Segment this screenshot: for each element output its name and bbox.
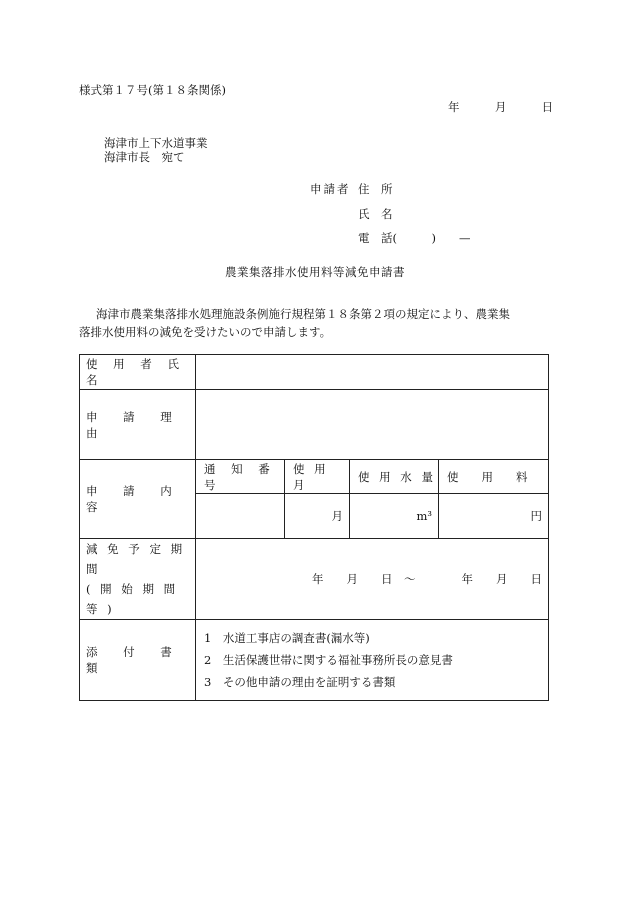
col-notice-number: 通 知 番 号: [196, 460, 285, 494]
period-label: [80, 539, 196, 620]
content-label: 申 請 内 容: [80, 460, 196, 539]
date-day: 日: [541, 100, 554, 114]
form-number: 様式第１７号(第１８条関係): [79, 83, 226, 97]
period-value[interactable]: 年 月 日 ～ 年 月 日: [196, 539, 549, 620]
applicant-label: 申請者: [310, 182, 351, 196]
date-month: 月: [494, 100, 507, 114]
attachment-item-1: 1 水道工事店の調査書(漏水等): [204, 631, 370, 645]
attachments-list: [196, 620, 549, 701]
date-year: 年: [448, 100, 460, 114]
reason-field[interactable]: [196, 390, 549, 460]
applicant-phone-label: 電 話( ) —: [358, 231, 471, 245]
body-text-line1: 海津市農業集落排水処理施設条例施行規程第１８条第２項の規定により、農業集: [96, 307, 510, 321]
attachment-item-2: 2 生活保護世帯に関する福祉事務所長の意見書: [204, 653, 453, 667]
period-label-line1: 減 免 予 定 期 間: [86, 542, 186, 576]
document-title: 農業集落排水使用料等減免申請書: [225, 265, 405, 279]
application-table: [79, 354, 549, 701]
addressee-line2: 海津市長 宛て: [104, 150, 185, 164]
period-label-line2: ( 開 始 期 間 等 ): [86, 582, 179, 616]
notice-number-field[interactable]: [196, 494, 285, 539]
row-content-header: [80, 460, 549, 494]
attachments-label: 添 付 書 類: [80, 620, 196, 701]
usage-month-unit: 月: [285, 494, 350, 539]
applicant-name-label: 氏 名: [358, 207, 393, 221]
col-usage-fee: 使 用 料: [439, 460, 549, 494]
row-user-name: [80, 355, 549, 390]
col-usage-month: 使 用 月: [285, 460, 350, 494]
row-period: [80, 539, 549, 620]
row-reason: [80, 390, 549, 460]
usage-volume-unit: m³: [350, 494, 439, 539]
col-usage-volume: 使 用 水 量: [350, 460, 439, 494]
user-name-field[interactable]: [196, 355, 549, 390]
date-line: [448, 100, 553, 114]
body-text-line2: 落排水使用料の減免を受けたいので申請します。: [79, 325, 332, 339]
attachment-item-3: 3 その他申請の理由を証明する書類: [204, 675, 396, 689]
applicant-address-label: 住 所: [358, 182, 393, 196]
reason-label: 申 請 理 由: [80, 390, 196, 460]
user-name-label: 使 用 者 氏 名: [80, 355, 196, 390]
addressee-line1: 海津市上下水道事業: [104, 136, 208, 150]
usage-fee-unit: 円: [439, 494, 549, 539]
row-attachments: [80, 620, 549, 701]
